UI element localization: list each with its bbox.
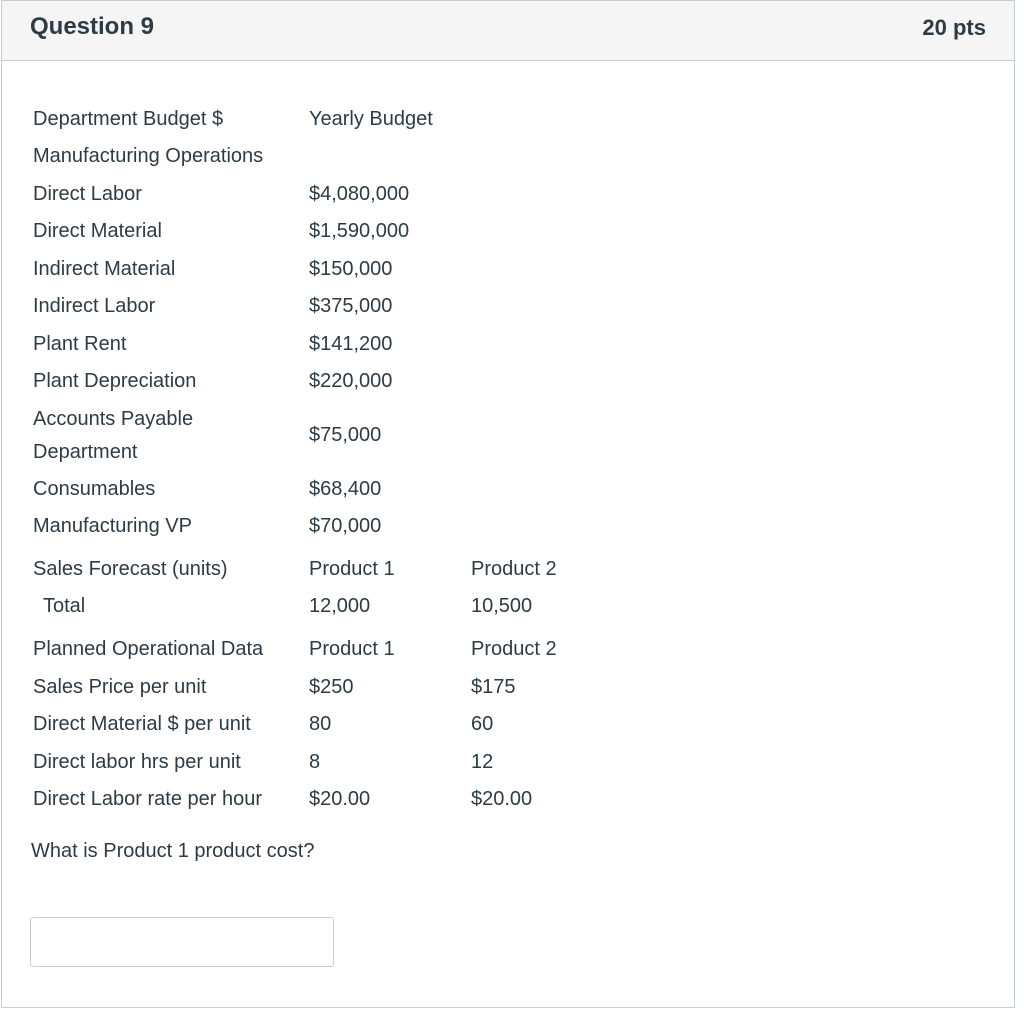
row-label: Direct Material $ per unit <box>33 713 251 735</box>
question-prompt: What is Product 1 product cost? <box>31 840 315 862</box>
row-label: Total <box>43 595 86 617</box>
row-label: Direct Material <box>33 220 162 242</box>
row-value-p1: 12,000 <box>309 595 371 617</box>
row-label: Indirect Material <box>33 258 176 280</box>
budget-header-value: Yearly Budget <box>309 108 433 130</box>
row-label: Plant Depreciation <box>33 370 197 392</box>
row-label: Direct Labor rate per hour <box>33 788 263 810</box>
row-label: Direct Labor <box>33 183 142 205</box>
question-header <box>2 1 1014 61</box>
row-value-p1: 8 <box>309 751 321 773</box>
row-value-p2: 60 <box>471 713 494 735</box>
row-label: Indirect Labor <box>33 295 156 317</box>
forecast-col1-header: Product 1 <box>309 558 395 580</box>
answer-input[interactable] <box>30 917 334 967</box>
row-value: $1,590,000 <box>309 220 410 242</box>
row-value-p2: $175 <box>471 676 516 698</box>
row-label: Plant Rent <box>33 333 127 355</box>
row-label: Direct labor hrs per unit <box>33 751 241 773</box>
row-label: Manufacturing VP <box>33 515 192 537</box>
row-value: $150,000 <box>309 258 393 280</box>
row-label-line2: Department <box>33 441 138 463</box>
operational-header-label: Planned Operational Data <box>33 638 264 660</box>
question-points: 20 pts <box>922 15 986 40</box>
forecast-col2-header: Product 2 <box>471 558 557 580</box>
row-value-p2: $20.00 <box>471 788 533 810</box>
row-value-p2: 10,500 <box>471 595 533 617</box>
row-value: $141,200 <box>309 333 393 355</box>
budget-header-label: Department Budget $ <box>33 108 224 130</box>
row-value: $75,000 <box>309 424 382 446</box>
row-value-p2: 12 <box>471 751 494 773</box>
row-value-p1: $250 <box>309 676 354 698</box>
row-label: Consumables <box>33 478 156 500</box>
row-label: Sales Price per unit <box>33 676 207 698</box>
forecast-header-label: Sales Forecast (units) <box>33 558 228 580</box>
row-value: $4,080,000 <box>309 183 410 205</box>
question-title: Question 9 <box>30 13 155 40</box>
row-value: $375,000 <box>309 295 393 317</box>
row-value: $70,000 <box>309 515 382 537</box>
operational-col2-header: Product 2 <box>471 638 557 660</box>
row-label-line1: Accounts Payable <box>33 408 194 430</box>
row-value-p1: 80 <box>309 713 332 735</box>
row-value-p1: $20.00 <box>309 788 371 810</box>
question-card <box>1 0 1015 1008</box>
row-value: $68,400 <box>309 478 382 500</box>
budget-section-label: Manufacturing Operations <box>33 145 264 167</box>
row-value: $220,000 <box>309 370 393 392</box>
operational-col1-header: Product 1 <box>309 638 395 660</box>
